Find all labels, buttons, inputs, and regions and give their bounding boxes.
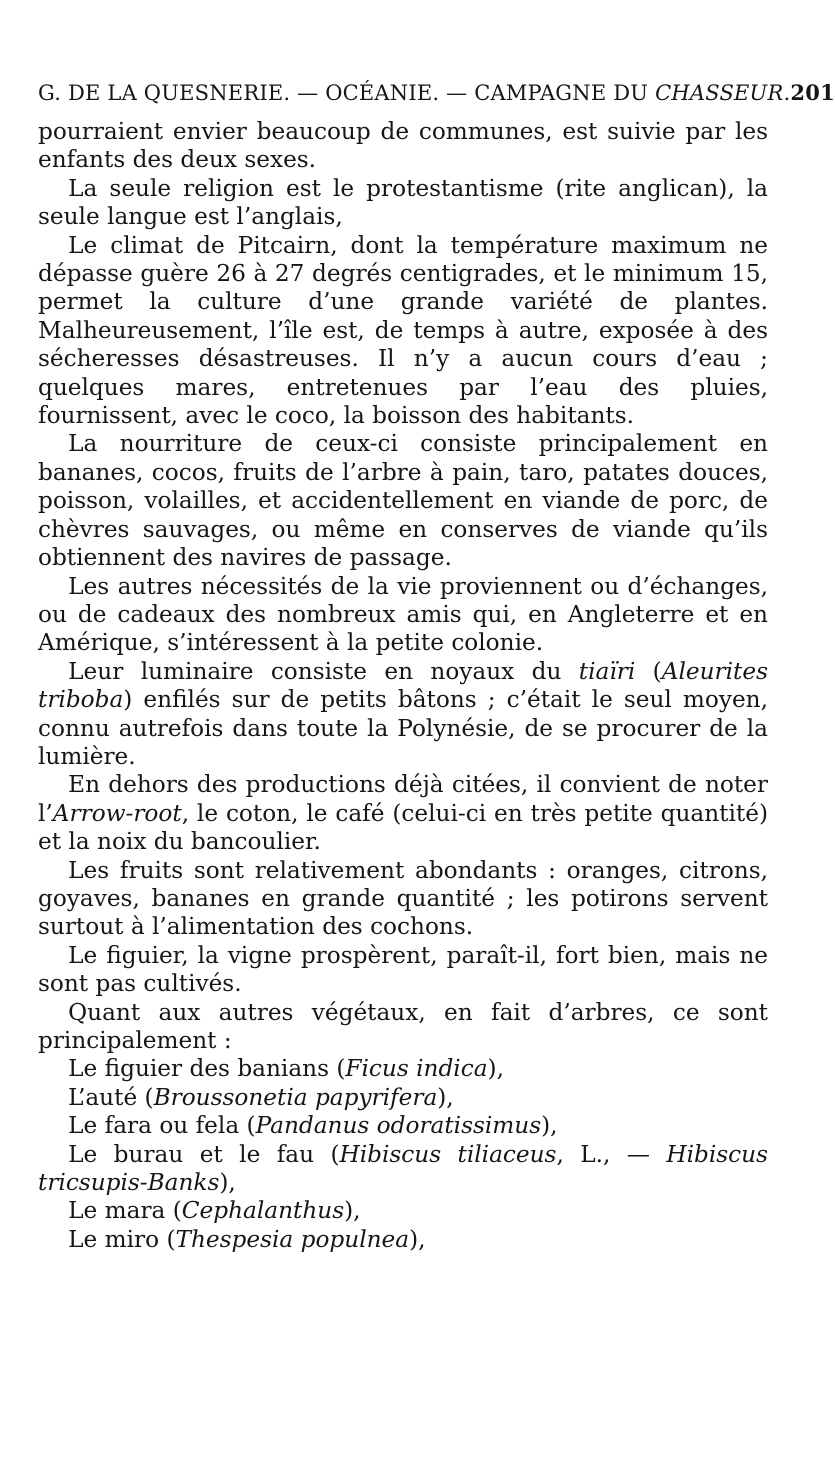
species-aleurites: Aleurites triboba (38, 657, 768, 714)
species-name: Broussonetia papyrifera (153, 1083, 438, 1111)
species-name: Hibiscus tiliaceus (339, 1140, 557, 1168)
paragraph-6-part: ) enfilés sur de petits bâtons ; c’était le seul moyen, connu autrefois dans toute la Polynésie, de se procurer de la lumière. (38, 686, 768, 770)
paragraph-6-part: Leur luminaire consiste en noyaux du (68, 657, 579, 685)
paragraph-4: La nourriture de ceux-ci consiste principalement en bananes, cocos, fruits de l’arbre à pain, taro, patates douces, poisson, volailles, et accidentellement en viande de porc, de chèvres sauvages, ou même en conserves de viande qu’ils obtiennent des navires de passage. (38, 430, 768, 572)
list-item-text: ), (219, 1169, 236, 1197)
term-arrow-root: Arrow-root (52, 799, 182, 827)
paragraph-6 (38, 658, 768, 772)
list-item-text: ), (437, 1083, 454, 1111)
body-text (38, 118, 768, 1254)
list-item-text: ), (344, 1197, 361, 1225)
paragraph-7-part: , le coton, le café (celui-ci en très petite quantité) et la noix du bancoulier. (38, 799, 768, 856)
species-name: Thespesia populnea (175, 1225, 410, 1253)
running-head (38, 80, 835, 118)
list-item-text: Le fara ou fela ( (68, 1112, 256, 1140)
paragraph-9: Le figuier, la vigne prospèrent, paraît-il, fort bien, mais ne sont pas cultivés. (38, 941, 768, 998)
list-item-2 (38, 1084, 768, 1112)
page-number: 201 (790, 80, 835, 105)
list-item-text: , L., — (556, 1140, 667, 1168)
paragraph-10: Quant aux autres végétaux, en fait d’arbres, ce sont principalement : (38, 998, 768, 1054)
species-name: Ficus indica (345, 1055, 488, 1083)
paragraph-7-part: En dehors des productions déjà citées, il convient de noter l’ (38, 771, 768, 827)
list-item-4 (38, 1141, 768, 1198)
paragraph-5: Les autres nécessités de la vie proviennent ou d’échanges, ou de cadeaux des nombreux amis qui, en Angleterre et en Amérique, s’intéressent à la petite colonie. (38, 572, 768, 657)
paragraph-6-part: ( (635, 657, 662, 685)
list-item-text: Le burau et le fau ( (68, 1140, 340, 1168)
list-item-text: ), (409, 1225, 426, 1253)
list-item-1 (38, 1055, 768, 1083)
species-name: Hibiscus tricsupis-Banks (38, 1140, 768, 1197)
list-item-text: Le miro ( (68, 1225, 176, 1253)
running-head-title (38, 81, 790, 105)
list-item-text: ), (487, 1055, 504, 1083)
species-name: Cephalanthus (181, 1197, 345, 1225)
running-head-title-text: G. DE LA QUESNERIE. — OCÉANIE. — CAMPAGNE DU (38, 81, 656, 105)
list-item-text: L’auté ( (68, 1083, 154, 1111)
paragraph-3: Le climat de Pitcairn, dont la température maximum ne dépasse guère 26 à 27 degrés centigrades, et le minimum 15, permet la culture d’une grande variété de plantes. Malheureusement, l’île est, de temps à autre, exposée à des sécheresses désastreuses. Il n’y a aucun cours d’eau ; quelques mares, entretenues par l’eau des pluies, fournissent, avec le coco, la boisson des habitants. (38, 231, 768, 430)
list-item-5 (38, 1197, 768, 1225)
list-item-6 (38, 1226, 768, 1254)
species-tiairi: tiaïri (578, 657, 636, 685)
list-item-3 (38, 1112, 768, 1140)
book-page (38, 80, 835, 1254)
list-item-text: Le figuier des banians ( (68, 1055, 346, 1083)
species-name: Pandanus odoratissimus (255, 1112, 542, 1140)
paragraph-7 (38, 771, 768, 856)
paragraph-2: La seule religion est le protestantisme (rite anglican), la seule langue est l’anglais, (38, 174, 768, 231)
running-head-ship-name: CHASSEUR. (655, 81, 791, 105)
list-item-text: ), (541, 1112, 558, 1140)
paragraph-1: pourraient envier beaucoup de communes, est suivie par les enfants des deux sexes. (38, 118, 768, 174)
paragraph-8: Les fruits sont relativement abondants : oranges, citrons, goyaves, bananes en grande quantité ; les potirons servent surtout à l’alimentation des cochons. (38, 856, 768, 941)
list-item-text: Le mara ( (68, 1197, 182, 1225)
